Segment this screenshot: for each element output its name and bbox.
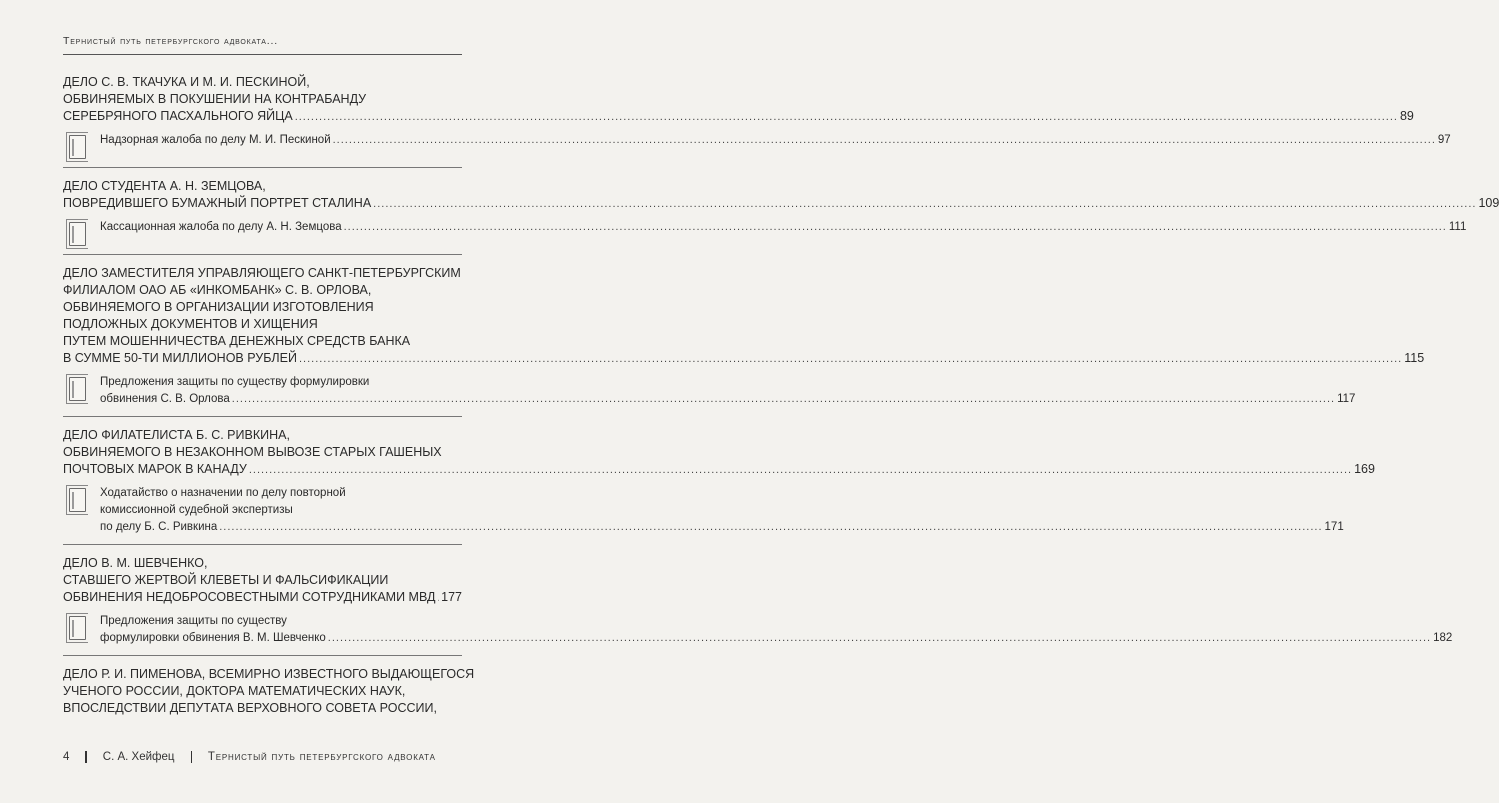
- footer-book-title: Тернистый путь петербургского адвоката: [207, 751, 436, 763]
- entry-title-line: ПОВРЕДИВШЕГО БУМАЖНЫЙ ПОРТРЕТ СТАЛИНА: [63, 196, 372, 210]
- toc-subentry: [63, 485, 1344, 536]
- document-icon: [69, 377, 86, 401]
- entry-title-last-line: [63, 108, 1414, 126]
- entry-title-line: ДЕЛО СТУДЕНТА А. Н. ЗЕМЦОВА,: [63, 179, 266, 193]
- entry-title-line: ОБВИНЯЕМОГО В ОРГАНИЗАЦИИ ИЗГОТОВЛЕНИЯ: [63, 300, 374, 314]
- subentry-page-number: 171: [1324, 521, 1344, 533]
- page-footer: [63, 751, 436, 763]
- subentry-title-line: обвинения С. В. Орлова: [100, 393, 230, 405]
- entry-title-line: ВПОСЛЕДСТВИИ ДЕПУТАТА ВЕРХОВНОГО СОВЕТА РОССИИ,: [63, 701, 437, 715]
- entry-title-last-line: [63, 350, 1425, 368]
- document-icon: [69, 488, 86, 512]
- dot-leader: [344, 219, 1447, 236]
- running-head: Тернистый путь петербургского адвоката...: [63, 35, 278, 47]
- subentry-body: [100, 374, 1355, 408]
- subentry-title-line: по делу Б. С. Ривкина: [100, 521, 218, 533]
- subentry-title-last-line: [100, 391, 1355, 408]
- entry-title-line: ДЕЛО В. М. ШЕВЧЕНКО,: [63, 556, 208, 570]
- page-number: 4: [63, 751, 70, 763]
- subentry-title-line: Ходатайство о назначении по делу повторной: [100, 487, 346, 499]
- subentry-title-last-line: [100, 132, 1451, 149]
- toc-entry: [63, 666, 475, 717]
- subentry-title-line: комиссионной судебной экспертизы: [100, 504, 293, 516]
- table-of-contents: [63, 74, 1499, 717]
- dot-leader: [232, 391, 1335, 408]
- subentry-title-line: формулировки обвинения В. М. Шевченко: [100, 632, 326, 644]
- entry-page-number: 169: [1354, 462, 1375, 476]
- entry-title-line: ОБВИНЯЕМОГО В НЕЗАКОННОМ ВЫВОЗЕ СТАРЫХ ГАШЕНЫХ: [63, 445, 442, 459]
- toc-subentry: [63, 219, 1467, 246]
- document-icon: [69, 135, 86, 159]
- entry-title-line: ДЕЛО ЗАМЕСТИТЕЛЯ УПРАВЛЯЮЩЕГО САНКТ-ПЕТЕРБУРГСКИМ: [63, 266, 461, 280]
- toc-entry: [63, 427, 1375, 479]
- footer-separator: [191, 751, 192, 763]
- entry-title-line: ДЕЛО Р. И. ПИМЕНОВА, ВСЕМИРНО ИЗВЕСТНОГО ВЫДАЮЩЕГОСЯ: [63, 667, 475, 681]
- subentry-body: [100, 613, 1452, 647]
- section-divider: [63, 254, 462, 255]
- subentry-title-line: Предложения защиты по существу формулировки: [100, 376, 370, 388]
- header-rule: [63, 54, 462, 55]
- dot-leader: [299, 351, 1402, 368]
- toc-subentry: [63, 132, 1451, 159]
- toc-entry: [63, 265, 1425, 368]
- section-divider: [63, 416, 462, 417]
- dot-leader: [328, 630, 1431, 647]
- subentry-page-number: 182: [1433, 632, 1453, 644]
- subentry-page-number: 111: [1448, 221, 1467, 233]
- footer-author: С. А. Хейфец: [102, 751, 175, 763]
- subentry-title-line: Кассационная жалоба по делу А. Н. Земцова: [100, 221, 342, 233]
- section-divider: [63, 544, 462, 545]
- dot-leader: [249, 462, 1352, 479]
- subentry-title-line: Предложения защиты по существу: [100, 615, 287, 627]
- toc-entry: [63, 178, 1499, 213]
- document-icon: [69, 222, 86, 246]
- dot-leader: [333, 132, 1436, 149]
- subentry-title-last-line: [100, 630, 1452, 647]
- entry-title-line: ОБВИНЕНИЯ НЕДОБРОСОВЕСТНЫМИ СОТРУДНИКАМИ МВД: [63, 590, 436, 604]
- dot-leader: [373, 196, 1476, 213]
- footer-separator: [85, 751, 86, 763]
- subentry-body: [100, 219, 1466, 236]
- entry-title-line: УЧЕНОГО РОССИИ, ДОКТОРА МАТЕМАТИЧЕСКИХ НАУК,: [63, 684, 406, 698]
- entry-title-line: В СУММЕ 50-ТИ МИЛЛИОНОВ РУБЛЕЙ: [63, 351, 297, 365]
- subentry-page-number: 117: [1337, 393, 1356, 405]
- section-divider: [63, 167, 462, 168]
- entry-title-line: СТАВШЕГО ЖЕРТВОЙ КЛЕВЕТЫ И ФАЛЬСИФИКАЦИИ: [63, 573, 389, 587]
- entry-title-line: ПОДЛОЖНЫХ ДОКУМЕНТОВ И ХИЩЕНИЯ: [63, 317, 318, 331]
- entry-title-line: СЕРЕБРЯНОГО ПАСХАЛЬНОГО ЯЙЦА: [63, 109, 293, 123]
- dot-leader: [438, 590, 440, 607]
- entry-page-number: 115: [1404, 351, 1425, 365]
- toc-entry: [63, 74, 1414, 126]
- entry-title-line: ОБВИНЯЕМЫХ В ПОКУШЕНИИ НА КОНТРАБАНДУ: [63, 92, 367, 106]
- dot-leader: [295, 109, 1398, 126]
- document-icon: [69, 616, 86, 640]
- entry-title-line: ПОЧТОВЫХ МАРОК В КАНАДУ: [63, 462, 247, 476]
- entry-title-line: ДЕЛО ФИЛАТЕЛИСТА Б. С. РИВКИНА,: [63, 428, 290, 442]
- subentry-title-last-line: [100, 519, 1344, 536]
- entry-title-line: ПУТЕМ МОШЕННИЧЕСТВА ДЕНЕЖНЫХ СРЕДСТВ БАНКА: [63, 334, 411, 348]
- toc-entry: [63, 555, 462, 607]
- subentry-body: [100, 485, 1344, 536]
- entry-title-last-line: [63, 589, 462, 607]
- subentry-body: [100, 132, 1451, 149]
- section-divider: [63, 655, 462, 656]
- entry-page-number: 177: [441, 590, 462, 604]
- entry-page-number: 109: [1478, 196, 1499, 210]
- toc-subentry: [63, 374, 1356, 408]
- subentry-title-line: Надзорная жалоба по делу М. И. Пескиной: [100, 134, 331, 146]
- entry-page-number: 89: [1399, 109, 1414, 123]
- subentry-page-number: 97: [1437, 134, 1451, 146]
- entry-title-last-line: [63, 195, 1499, 213]
- subentry-title-last-line: [100, 219, 1466, 236]
- entry-title-line: ДЕЛО С. В. ТКАЧУКА И М. И. ПЕСКИНОЙ,: [63, 75, 310, 89]
- entry-title-last-line: [63, 461, 1375, 479]
- toc-subentry: [63, 613, 1453, 647]
- entry-title-line: ФИЛИАЛОМ ОАО АБ «ИНКОМБАНК» С. В. ОРЛОВА,: [63, 283, 372, 297]
- dot-leader: [219, 519, 1322, 536]
